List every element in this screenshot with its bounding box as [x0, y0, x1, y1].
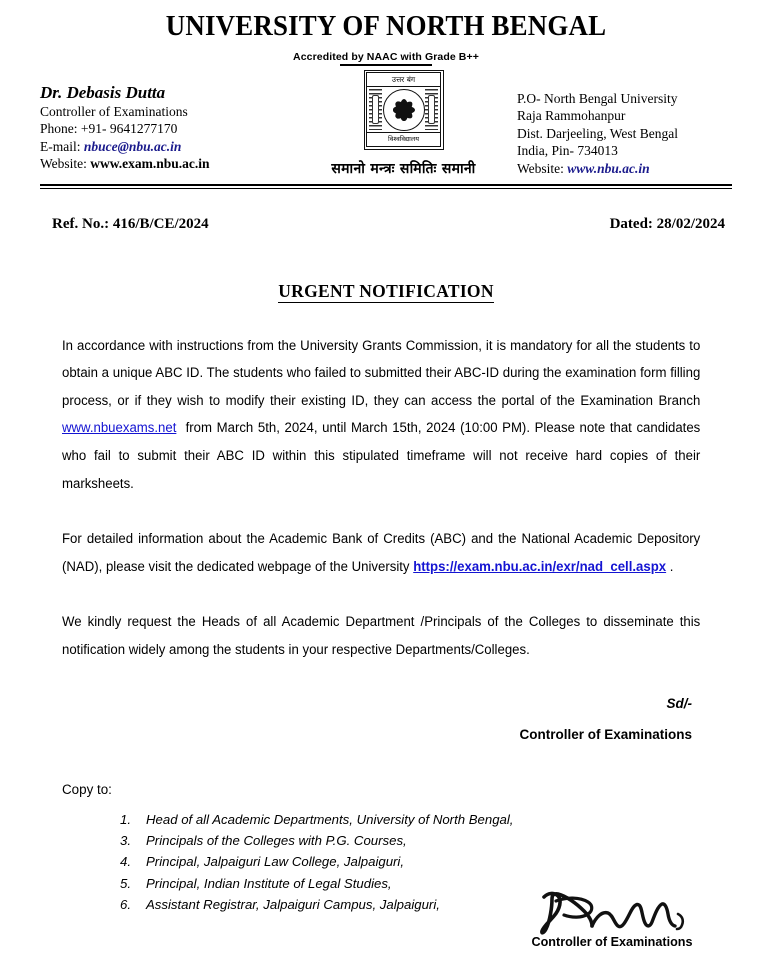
notification-title: [40, 281, 732, 302]
address-line-4: India, Pin- 734013: [517, 143, 618, 159]
list-item-number: 3.: [120, 832, 131, 848]
address-line-2: Raja Rammohanpur: [517, 108, 626, 124]
paragraph-1-part-1: In accordance with instructions from the University Grants Commission, it is mandatory for all the students to obtain a unique ABC ID. The students who failed to submitted their ABC-ID during the examination form filling process, or if they wish to modify their existing ID, they can access the portal of the Examination Branch: [62, 337, 701, 408]
copy-to-label: Copy to:: [62, 781, 112, 797]
seal-pillar-left-icon: [369, 89, 382, 130]
address-block: [517, 68, 732, 178]
signature-block: [40, 696, 732, 742]
reference-value: 416/B/CE/2024: [112, 215, 209, 232]
seal-circle: [383, 89, 425, 131]
website-label: Website:: [40, 156, 87, 172]
official-name: Dr. Debasis Dutta: [40, 82, 166, 102]
list-item-text: Principal, Indian Institute of Legal Studies,: [146, 875, 392, 891]
university-website-link[interactable]: www.nbu.ac.in: [567, 160, 650, 176]
paragraph-2-part-2: .: [669, 558, 674, 574]
accreditation-underline: [340, 64, 432, 66]
document-date: [610, 216, 725, 233]
official-designation: Controller of Examinations: [40, 103, 188, 119]
address-line-1: P.O- North Bengal University: [517, 90, 678, 106]
seal-inner-frame: [366, 72, 441, 147]
accreditation-block: [40, 51, 732, 66]
bottom-signature-block: [492, 887, 732, 949]
official-website-line: [40, 155, 290, 173]
address-website-label: Website:: [517, 160, 564, 176]
seal-pillar-right-icon: [425, 89, 438, 130]
email-label: E-mail:: [40, 138, 81, 154]
reference-number: [52, 216, 209, 233]
paragraph-2-part-1: For detailed information about the Academic Bank of Credits (ABC) and the National Academic Depository (NAD), please visit the dedicated webpage of the University: [62, 531, 701, 574]
official-email-line: [40, 138, 290, 156]
accreditation-text: Accredited by NAAC with Grade B++: [293, 51, 479, 63]
list-item: [120, 851, 732, 872]
reference-row: [40, 216, 732, 233]
list-item-text: Head of all Academic Departments, University of North Bengal,: [146, 811, 514, 827]
address-website-line: [517, 160, 732, 178]
official-contact-block: [40, 68, 290, 173]
list-item-number: 4.: [120, 854, 131, 870]
list-item-number: 5.: [120, 875, 131, 891]
exam-website-link[interactable]: www.exam.nbu.ac.in: [90, 156, 210, 172]
handwritten-signature-icon: [492, 887, 732, 939]
paragraph-1-part-2: from March 5th, 2024, until March 15th, 2024 (10:00 PM). Please note that candidates who fail to submit their ABC ID within this stipulated timeframe will not receive hard copies of their marksheets.: [62, 420, 701, 491]
letterhead-divider: [40, 184, 732, 189]
university-seal-icon: [364, 70, 444, 150]
university-name: UNIVERSITY OF NORTH BENGAL: [165, 11, 607, 42]
signed-marker: Sd/-: [666, 695, 692, 711]
letterhead-row: [40, 68, 732, 178]
reference-label: Ref. No.:: [52, 215, 110, 232]
emblem-block: [304, 68, 504, 178]
paragraph-3: We kindly request the Heads of all Academic Department /Principals of the Colleges to disseminate this notification widely among the students in your respective Departments/Colleges.: [62, 614, 701, 657]
official-phone: Phone: +91- 9641277170: [40, 121, 178, 137]
notification-title-text: URGENT NOTIFICATION: [278, 280, 494, 301]
nad-cell-webpage-link[interactable]: https://exam.nbu.ac.in/exr/nad_cell.aspx: [413, 558, 667, 574]
list-item-text: Principal, Jalpaiguri Law College, Jalpaiguri,: [146, 854, 405, 870]
list-item: [120, 809, 732, 830]
seal-flower-icon: [390, 96, 418, 124]
email-link[interactable]: nbuce@nbu.ac.in: [83, 138, 182, 154]
document-body: [40, 332, 732, 664]
paragraph-2: [62, 525, 700, 580]
seal-bottom-text: विश्वविद्यालय: [367, 132, 440, 146]
seal-top-text: उत्तर बंग: [367, 73, 440, 87]
list-item-number: 1.: [120, 811, 131, 827]
list-item-text: Assistant Registrar, Jalpaiguri Campus, Jalpaiguri,: [146, 897, 440, 913]
date-value: 28/02/2024: [656, 215, 725, 232]
list-item-text: Principals of the Colleges with P.G. Courses,: [146, 832, 407, 848]
seal-center: [367, 87, 440, 132]
list-item-number: 6.: [120, 897, 131, 913]
nbuexams-portal-link[interactable]: www.nbuexams.net: [62, 420, 177, 436]
paragraph-1: [62, 332, 700, 498]
signatory-designation: Controller of Examinations: [519, 726, 692, 742]
list-item: [120, 830, 732, 851]
date-label: Dated:: [609, 215, 653, 232]
university-motto: समानो मन्त्रः समितिः समानी: [331, 160, 476, 177]
address-line-3: Dist. Darjeeling, West Bengal: [517, 125, 679, 141]
bottom-signatory-designation: Controller of Examinations: [531, 935, 693, 949]
